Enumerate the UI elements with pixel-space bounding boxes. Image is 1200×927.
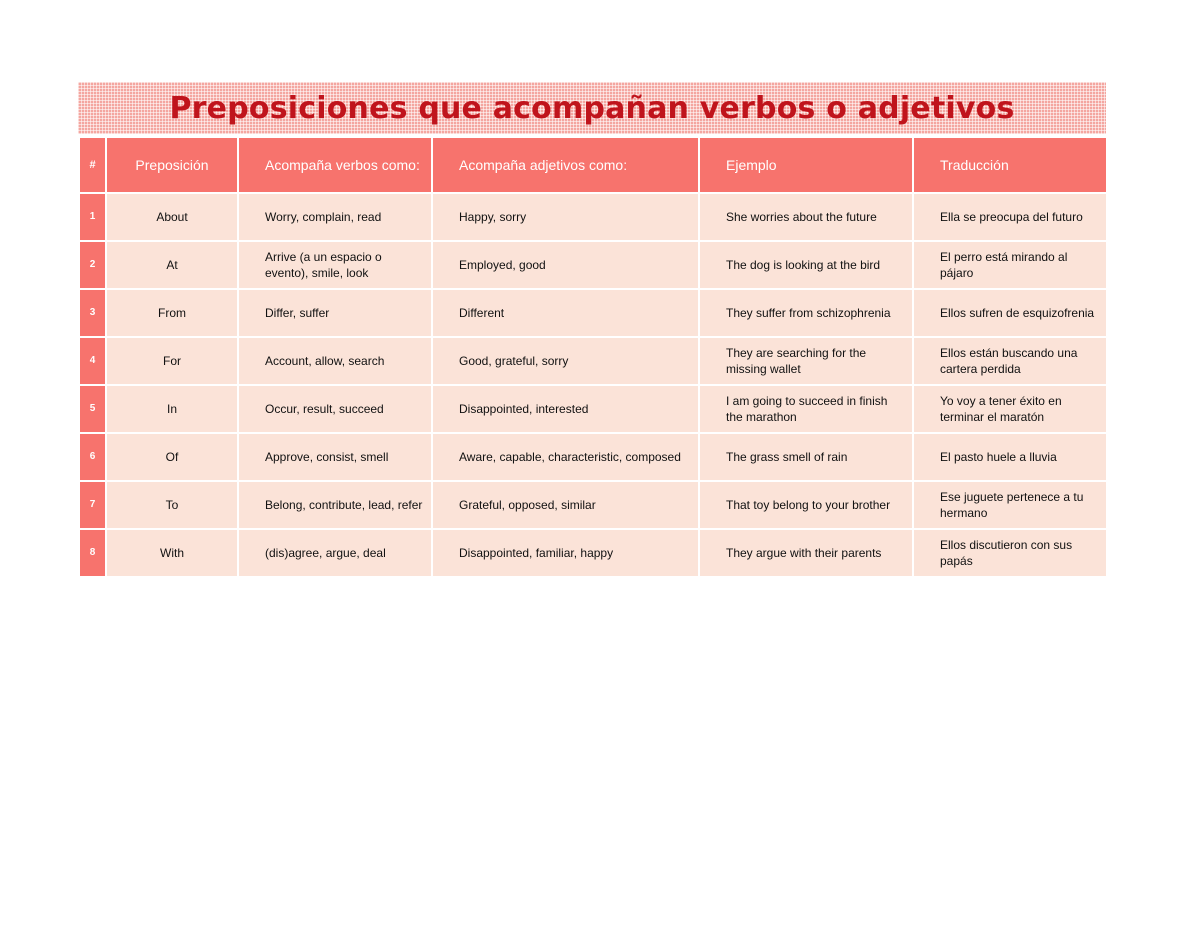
table-row [79,433,1107,481]
translation-cell: Ellos discutieron con sus papás [913,529,1107,577]
preposition-cell: From [106,289,238,337]
preposition-cell: For [106,337,238,385]
header-preposicion: Preposición [106,137,238,193]
preposition-cell: At [106,241,238,289]
example-cell: The dog is looking at the bird [699,241,913,289]
preposition-cell: Of [106,433,238,481]
table-row [79,289,1107,337]
translation-cell: Ellos están buscando una cartera perdida [913,337,1107,385]
row-number: 8 [79,529,106,577]
translation-cell: El pasto huele a lluvia [913,433,1107,481]
preposition-cell: To [106,481,238,529]
table-row [79,481,1107,529]
adjectives-cell: Different [432,289,699,337]
verbs-cell: Occur, result, succeed [238,385,432,433]
example-cell: They are searching for the missing wallet [699,337,913,385]
adjectives-cell: Happy, sorry [432,193,699,241]
header-adjetivos: Acompaña adjetivos como: [432,137,699,193]
example-cell: I am going to succeed in finish the marathon [699,385,913,433]
translation-cell: El perro está mirando al pájaro [913,241,1107,289]
verbs-cell: Belong, contribute, lead, refer [238,481,432,529]
example-cell: She worries about the future [699,193,913,241]
document-sheet [78,82,1106,578]
table-row [79,337,1107,385]
translation-cell: Ella se preocupa del futuro [913,193,1107,241]
row-number: 5 [79,385,106,433]
row-number: 3 [79,289,106,337]
row-number: 2 [79,241,106,289]
verbs-cell: Arrive (a un espacio o evento), smile, look [238,241,432,289]
preposition-cell: With [106,529,238,577]
example-cell: The grass smell of rain [699,433,913,481]
example-cell: They argue with their parents [699,529,913,577]
translation-cell: Ellos sufren de esquizofrenia [913,289,1107,337]
title-banner [78,82,1106,136]
adjectives-cell: Employed, good [432,241,699,289]
preposition-cell: In [106,385,238,433]
table-row [79,385,1107,433]
row-number: 1 [79,193,106,241]
header-ejemplo: Ejemplo [699,137,913,193]
row-number: 6 [79,433,106,481]
prepositions-table [78,136,1108,578]
preposition-cell: About [106,193,238,241]
verbs-cell: Differ, suffer [238,289,432,337]
header-number: # [79,137,106,193]
table-header-row [79,137,1107,193]
adjectives-cell: Aware, capable, characteristic, composed [432,433,699,481]
page-title: Preposiciones que acompañan verbos o adjetivos [169,90,1015,126]
table-row [79,193,1107,241]
table-body [79,193,1107,577]
adjectives-cell: Disappointed, interested [432,385,699,433]
table-row [79,529,1107,577]
verbs-cell: (dis)agree, argue, deal [238,529,432,577]
table-row [79,241,1107,289]
adjectives-cell: Grateful, opposed, similar [432,481,699,529]
translation-cell: Ese juguete pertenece a tu hermano [913,481,1107,529]
row-number: 4 [79,337,106,385]
row-number: 7 [79,481,106,529]
verbs-cell: Account, allow, search [238,337,432,385]
verbs-cell: Worry, complain, read [238,193,432,241]
example-cell: That toy belong to your brother [699,481,913,529]
translation-cell: Yo voy a tener éxito en terminar el maratón [913,385,1107,433]
header-traduccion: Traducción [913,137,1107,193]
verbs-cell: Approve, consist, smell [238,433,432,481]
header-verbos: Acompaña verbos como: [238,137,432,193]
adjectives-cell: Good, grateful, sorry [432,337,699,385]
example-cell: They suffer from schizophrenia [699,289,913,337]
adjectives-cell: Disappointed, familiar, happy [432,529,699,577]
